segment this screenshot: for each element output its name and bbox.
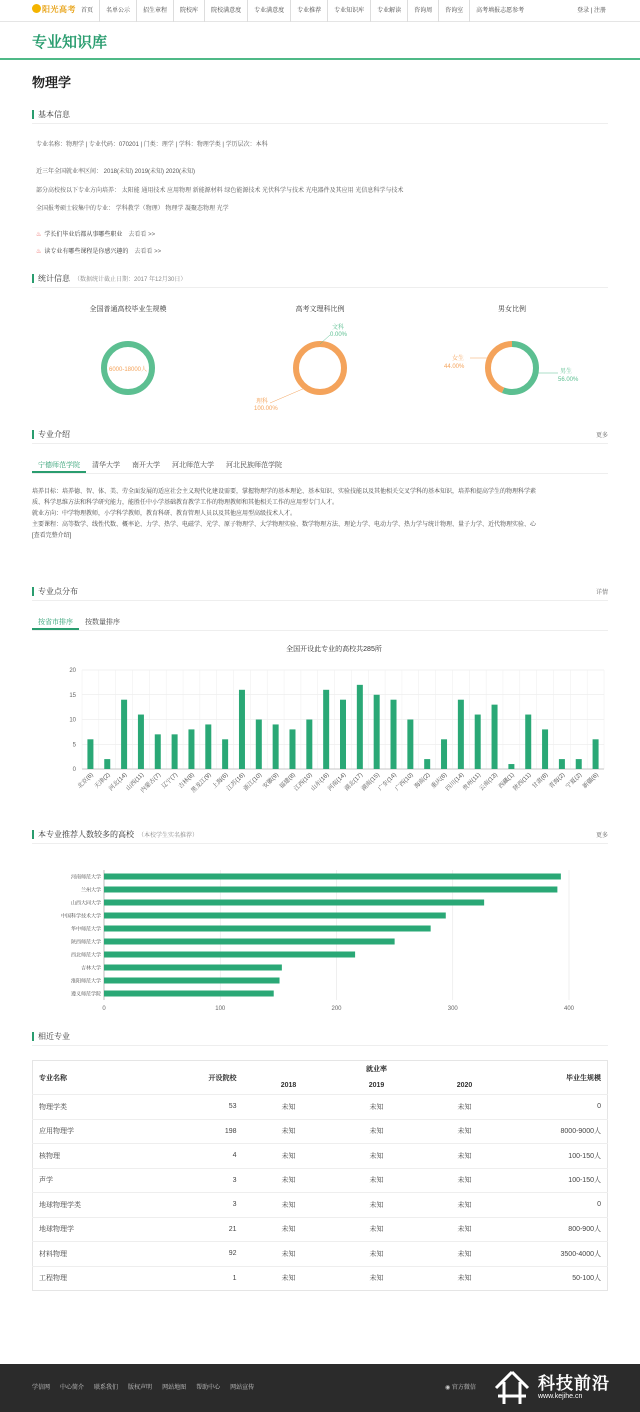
y-tick-label: 5 (72, 742, 76, 749)
basic-line-1: 专业名称：物理学 | 专业代码：070201 | 门类：理学 | 学科：物理学类 | 学历层次：本科 (36, 142, 268, 148)
table-row[interactable] (33, 1168, 608, 1193)
hbar[interactable] (104, 939, 395, 945)
intro-courses: 主要课程：高等数学、线性代数、概率论、力学、热学、电磁学、光学、原子物理学、大学物理实验、数学物理方法、理论力学、电动力学、热力学与统计物理、量子力学、近代物理实验、心 (32, 522, 537, 528)
related-rate-2019: 未知 (333, 1193, 421, 1218)
female-label: 女生 (452, 356, 465, 362)
male-label: 男生 (560, 369, 573, 375)
intro-more-link[interactable]: 更多 (595, 433, 608, 439)
y-tick-label: 陕西师范大学 (70, 939, 101, 946)
bar[interactable] (374, 695, 380, 769)
bar[interactable] (407, 720, 413, 770)
related-rate-2018: 未知 (245, 1168, 333, 1193)
nav-item[interactable]: 院校库 (174, 0, 205, 22)
section-marker (32, 110, 34, 119)
rec-note: （本校学生实名推荐） (138, 833, 199, 839)
go-link[interactable]: 去看看 >> (128, 232, 156, 238)
related-name[interactable]: 材料物理 (33, 1242, 158, 1267)
province-bar-chart (32, 640, 612, 815)
bar[interactable] (391, 700, 397, 769)
tab-school[interactable]: 清华大学 (92, 462, 120, 469)
x-tick-label: 陕西(11) (512, 772, 533, 793)
related-name[interactable]: 应用物理学 (33, 1119, 158, 1144)
bar[interactable] (323, 690, 329, 769)
bar[interactable] (188, 729, 194, 769)
col-emp: 就业率 (366, 1066, 387, 1074)
section-title: 统计信息 （数据统计截止日期：2017 年12月30日） (38, 274, 187, 283)
x-tick-label: 四川(14) (445, 772, 466, 793)
section-title: 相近专业 (38, 1032, 70, 1041)
related-rate-2018: 未知 (245, 1266, 333, 1291)
section-title: 基本信息 (38, 110, 70, 119)
related-scale: 0 (509, 1095, 608, 1120)
col-scale: 毕业生规模 (566, 1074, 601, 1082)
rec-more-link[interactable]: 更多 (595, 833, 608, 839)
hbar[interactable] (104, 952, 355, 958)
x-tick-label: 北京(6) (76, 772, 95, 791)
section-distribution (32, 585, 608, 601)
donut-title-scale: 全国普通高校毕业生规模 (89, 306, 167, 313)
go-link[interactable]: 去看看 >> (134, 249, 162, 255)
y-tick-label: 淮阳师范大学 (70, 978, 101, 985)
nav-menu (75, 0, 530, 22)
table-row[interactable] (33, 1095, 608, 1120)
bar[interactable] (289, 729, 295, 769)
donut-charts (0, 315, 640, 425)
related-name[interactable]: 地球物理学类 (33, 1193, 158, 1218)
related-count: 92 (158, 1242, 245, 1267)
bar[interactable] (508, 764, 514, 769)
donut-gender (488, 344, 536, 392)
science-value: 100.00% (254, 406, 278, 412)
footer-link[interactable]: 网站地图 (162, 1385, 187, 1391)
x-tick-label: 河北(14) (108, 772, 129, 793)
related-count: 198 (158, 1119, 245, 1144)
footer-link[interactable]: 网站宣传 (230, 1385, 255, 1391)
bar[interactable] (155, 734, 161, 769)
related-name[interactable]: 核物理 (33, 1144, 158, 1169)
hbar[interactable] (104, 874, 561, 880)
sun-icon (32, 4, 41, 13)
arts-value: 0.00% (330, 332, 348, 338)
hbar[interactable] (104, 926, 431, 932)
x-tick-label: 福建(8) (278, 772, 297, 791)
y-tick-label: 中国科学技术大学 (60, 913, 101, 920)
bar[interactable] (87, 739, 93, 769)
x-tick-label: 400 (563, 1006, 575, 1012)
x-tick-label: 内蒙古(7) (140, 772, 163, 795)
section-title: 本专业推荐人数较多的高校 （本校学生实名推荐） (38, 830, 199, 839)
footer-link[interactable]: 联系我们 (94, 1385, 119, 1391)
tab-school[interactable]: 宁德师范学院 (32, 458, 86, 473)
donut-title-arts-science: 高考文理科比例 (295, 306, 345, 313)
bar[interactable] (357, 685, 363, 769)
y-tick-label: 吉林大学 (80, 965, 101, 972)
related-scale: 0 (509, 1193, 608, 1218)
x-tick-label: 江西(10) (293, 772, 314, 793)
y-tick-label: 河南师范大学 (70, 874, 101, 881)
x-tick-label: 湖北(17) (343, 772, 365, 793)
y-tick-label: 20 (69, 668, 76, 674)
bar[interactable] (273, 724, 279, 769)
related-count: 53 (158, 1095, 245, 1120)
donut-title-gender: 男女比例 (498, 306, 526, 313)
tab-school[interactable]: 南开大学 (132, 462, 160, 469)
page-header (0, 22, 640, 60)
x-tick-label: 贵州(11) (462, 772, 483, 793)
x-tick-label: 上海(6) (211, 772, 230, 791)
related-rate-2019: 未知 (333, 1168, 421, 1193)
related-rate-2019: 未知 (333, 1242, 421, 1267)
header-title: 专业知识库 (32, 34, 108, 51)
related-table (32, 1060, 608, 1291)
section-marker (32, 1032, 34, 1041)
bar[interactable] (458, 700, 464, 769)
section-title: 专业介绍 (38, 430, 70, 439)
female-value: 44.00% (444, 364, 465, 370)
hbar[interactable] (104, 991, 274, 997)
bar[interactable] (340, 700, 346, 769)
chart-title: 全国开设此专业的高校共285所 (286, 646, 382, 653)
section-recommended (32, 828, 608, 844)
bar[interactable] (121, 700, 127, 769)
x-tick-label: 宁夏(2) (565, 772, 584, 791)
x-tick-label: 西藏(1) (497, 772, 516, 791)
nav-item[interactable]: 招生章程 (137, 0, 174, 22)
x-tick-label: 江苏(16) (226, 772, 247, 793)
related-rate-2020: 未知 (421, 1242, 509, 1267)
y-tick-label: 山西大同大学 (70, 900, 101, 907)
footer-link[interactable]: 学信网 (32, 1385, 51, 1391)
y-tick-label: 西北师范大学 (70, 952, 101, 959)
bar[interactable] (441, 739, 447, 769)
site-logo[interactable]: 阳光高考 (32, 4, 76, 15)
section-marker (32, 274, 34, 283)
bar[interactable] (256, 720, 262, 770)
section-basic-info (32, 108, 608, 124)
related-scale: 3500-4000人 (509, 1242, 608, 1267)
y-tick-label: 兰州大学 (80, 887, 101, 894)
hot-link-1[interactable]: ♨ 学长们毕业后都从事哪些职业 去看看 >> (36, 232, 156, 238)
bar[interactable] (172, 734, 178, 769)
bar[interactable] (104, 759, 110, 769)
related-count: 4 (158, 1144, 245, 1169)
y-tick-label: 15 (69, 692, 76, 699)
table-row[interactable] (33, 1217, 608, 1242)
y-tick-label: 华中师范大学 (70, 926, 101, 933)
bar[interactable] (525, 715, 531, 769)
x-tick-label: 河南(14) (327, 772, 348, 793)
hbar[interactable] (104, 887, 557, 893)
related-count: 21 (158, 1217, 245, 1242)
related-rate-2020: 未知 (421, 1217, 509, 1242)
related-rate-2018: 未知 (245, 1119, 333, 1144)
nav-item[interactable]: 院校满意度 (205, 0, 248, 22)
related-rate-2020: 未知 (421, 1144, 509, 1169)
x-tick-label: 辽宁(7) (161, 772, 180, 791)
related-name[interactable]: 工程物理 (33, 1266, 158, 1291)
login-register-link[interactable]: 登录 | 注册 (577, 8, 606, 14)
intro-goal: 培养目标：培养德、智、体、美、劳全面发展的适应社会主义现代化建设需要，掌握物理学的基本理论、基本知识、实验技能以及其他相关交叉学科的基本知识，培养和提高学生的物理科学素 (32, 489, 537, 495)
footer-link[interactable]: 帮助中心 (196, 1385, 221, 1391)
stats-date-note: （数据统计截止日期：2017 年12月30日） (74, 277, 187, 283)
related-rate-2018: 未知 (245, 1095, 333, 1120)
related-rate-2019: 未知 (333, 1266, 421, 1291)
male-value: 56.00% (558, 377, 579, 383)
tab-sort-count[interactable]: 按数量排序 (85, 619, 120, 626)
col-2018: 2018 (280, 1082, 297, 1090)
nav-item[interactable]: 咨询室 (439, 0, 470, 22)
hbar[interactable] (104, 978, 280, 984)
x-tick-label: 天津(2) (93, 772, 112, 791)
section-marker (32, 430, 34, 439)
x-tick-label: 山西(11) (125, 772, 146, 793)
related-count: 3 (158, 1193, 245, 1218)
section-stats (32, 272, 608, 288)
watermark-url: www.kejihe.cn (538, 1393, 583, 1400)
nav-item[interactable]: 专业知识库 (328, 0, 371, 22)
bar[interactable] (559, 759, 565, 769)
x-tick-label: 重庆(6) (430, 772, 449, 791)
x-tick-label: 云南(13) (478, 772, 499, 793)
y-tick-label: 0 (72, 767, 76, 773)
tab-sort-province[interactable]: 按省市排序 (32, 615, 79, 630)
bar[interactable] (424, 759, 430, 769)
nav-item[interactable]: 专业解读 (371, 0, 408, 22)
table-row[interactable] (33, 1242, 608, 1267)
wechat-link[interactable]: ◉ 官方微信 (445, 1385, 476, 1391)
related-scale: 800-900人 (509, 1217, 608, 1242)
related-rate-2018: 未知 (245, 1242, 333, 1267)
arts-label: 文科 (332, 325, 345, 331)
science-label: 理科 (256, 399, 269, 405)
x-tick-label: 100 (215, 1006, 226, 1012)
footer-links (32, 1382, 264, 1391)
related-name[interactable]: 地球物理学 (33, 1217, 158, 1242)
nav-item[interactable]: 首页 (75, 0, 100, 22)
watermark (490, 1367, 630, 1409)
related-count: 1 (158, 1266, 245, 1291)
dist-tabs (32, 615, 608, 631)
x-tick-label: 青海(2) (548, 772, 567, 791)
related-rate-2018: 未知 (245, 1144, 333, 1169)
related-count: 3 (158, 1168, 245, 1193)
bar[interactable] (576, 759, 582, 769)
school-tabs (32, 458, 608, 474)
section-related (32, 1030, 608, 1046)
fire-icon: ♨ (36, 232, 42, 238)
section-intro (32, 428, 608, 444)
table-row[interactable] (33, 1144, 608, 1169)
nav-item[interactable]: 咨询周 (408, 0, 439, 22)
related-rate-2018: 未知 (245, 1217, 333, 1242)
x-tick-label: 200 (331, 1006, 342, 1012)
hbar[interactable] (104, 913, 446, 919)
x-tick-label: 0 (102, 1006, 106, 1012)
section-title: 专业点分布 (38, 587, 78, 596)
x-tick-label: 浙江(10) (242, 772, 264, 793)
basic-line-3: 部分高校按以下专业方向培养： 太阳能 通用技术 应用物理 新能源材料 绿色能源技术 光伏科学与技术 光电器件及其应用 光信息科学与技术 (36, 188, 404, 194)
col-2020: 2020 (456, 1082, 473, 1090)
x-tick-label: 甘肃(8) (531, 772, 550, 791)
wechat-icon: ◉ (445, 1385, 452, 1391)
watermark-title: 科技前沿 (538, 1374, 610, 1393)
related-rate-2020: 未知 (421, 1095, 509, 1120)
tab-school[interactable]: 河北师范大学 (172, 462, 214, 469)
related-scale: 8000-9000人 (509, 1119, 608, 1144)
nav-item[interactable]: 专业推荐 (291, 0, 328, 22)
related-scale: 100-150人 (509, 1144, 608, 1169)
bar[interactable] (205, 724, 211, 769)
related-rate-2019: 未知 (333, 1217, 421, 1242)
col-2019: 2019 (368, 1082, 385, 1090)
x-tick-label: 新疆(6) (582, 772, 600, 791)
related-scale: 100-150人 (509, 1168, 608, 1193)
bar[interactable] (593, 739, 599, 769)
hbar[interactable] (104, 965, 282, 971)
school-hbar-chart (32, 866, 592, 1016)
donut-arts-ring (296, 344, 344, 392)
bar[interactable] (542, 729, 548, 769)
x-tick-label: 黑龙江(9) (190, 772, 213, 795)
related-rate-2019: 未知 (333, 1144, 421, 1169)
x-tick-label: 湖南(15) (360, 772, 382, 793)
intro-career: 就业方向：中学物理教师，小学科学教师，教育科研、教育管理人员以及其他应用型高级技术人才。 (32, 511, 297, 517)
section-marker (32, 830, 34, 839)
related-scale: 50-100人 (509, 1266, 608, 1291)
bar[interactable] (222, 739, 228, 769)
intro-full-link[interactable]: [查看完整介绍] (32, 533, 72, 539)
intro-text (32, 487, 610, 542)
footer-link[interactable]: 版权声明 (128, 1385, 153, 1391)
x-tick-label: 吉林(8) (177, 772, 196, 791)
related-rate-2018: 未知 (245, 1193, 333, 1218)
y-tick-label: 10 (69, 717, 76, 724)
donut-scale-center: 6000-18000人 (108, 367, 148, 373)
related-rate-2020: 未知 (421, 1119, 509, 1144)
bar[interactable] (492, 705, 498, 769)
related-rate-2019: 未知 (333, 1119, 421, 1144)
nav-item[interactable]: 专业满意度 (248, 0, 291, 22)
bar[interactable] (475, 715, 481, 769)
col-name: 专业名称 (39, 1074, 67, 1082)
table-row[interactable] (33, 1266, 608, 1291)
tab-school[interactable]: 河北民族师范学院 (226, 462, 282, 469)
hbar[interactable] (104, 900, 484, 906)
related-rate-2020: 未知 (421, 1168, 509, 1193)
related-name[interactable]: 声学 (33, 1168, 158, 1193)
x-tick-label: 海南(2) (413, 772, 432, 791)
nav-item[interactable]: 高考填报志愿参考 (476, 8, 525, 14)
hot-link-2[interactable]: ♨ 读专业有哪些课程是你感兴趣的 去看看 >> (36, 249, 162, 255)
table-row[interactable] (33, 1193, 608, 1218)
basic-line-4: 全国报考硕士较集中的专业： 学科教学（物理） 物理学 凝聚态物理 光学 (36, 206, 229, 212)
x-tick-label: 安徽(9) (262, 772, 281, 791)
intro-goal-cont: 质、科学思维方法和科学研究能力，能胜任中小学基础教育教学工作的物理教师和其他相关工作的应用型专门人才。 (32, 500, 339, 506)
related-rate-2019: 未知 (333, 1095, 421, 1120)
section-marker (32, 587, 34, 596)
fire-icon: ♨ (36, 249, 42, 255)
x-tick-label: 山东(16) (310, 772, 331, 793)
page-title: 物理学 (32, 75, 72, 90)
x-tick-label: 300 (447, 1006, 458, 1012)
y-tick-label: 遵义师范学院 (70, 991, 101, 998)
nav-item[interactable]: 名单公示 (100, 0, 137, 22)
bar[interactable] (239, 690, 245, 769)
x-tick-label: 广东(14) (377, 772, 398, 793)
x-tick-label: 广西(10) (394, 772, 415, 793)
bar[interactable] (138, 715, 144, 769)
watermark-logo-icon (490, 1368, 534, 1408)
table-row[interactable] (33, 1119, 608, 1144)
footer-link[interactable]: 中心简介 (60, 1385, 85, 1391)
col-count: 开设院校 (208, 1074, 237, 1082)
related-name[interactable]: 物理学类 (33, 1095, 158, 1120)
top-nav (0, 0, 640, 22)
basic-line-2: 近三年全国就业率区间： 2018(未知) 2019(未知) 2020(未知) (36, 169, 196, 175)
bar[interactable] (306, 720, 312, 770)
related-rate-2020: 未知 (421, 1266, 509, 1291)
dist-detail-link[interactable]: 详情 (595, 590, 608, 596)
related-rate-2020: 未知 (421, 1193, 509, 1218)
